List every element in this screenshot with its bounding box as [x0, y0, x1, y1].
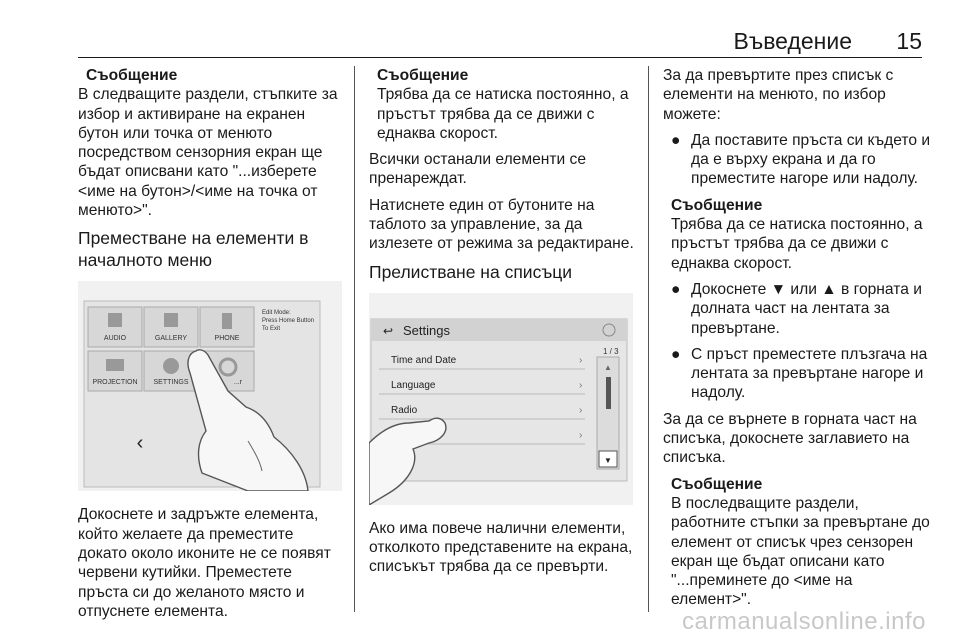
list-item: Radio [391, 404, 418, 416]
page-title: Въведение [733, 28, 852, 54]
note-text: Трябва да се натиска постоянно, а пръстът трябва да се движи с еднаква скорост. [377, 86, 629, 142]
edit-mode-text-3: To Exit [262, 326, 281, 333]
tile-label-audio: AUDIO [103, 335, 127, 343]
bullet-item [663, 280, 931, 338]
page-header [78, 28, 922, 54]
bullet-icon: ● [671, 345, 681, 363]
column-divider-1 [354, 66, 355, 612]
bullet-icon: ● [671, 131, 681, 149]
bullet-text: С пръст преместете плъзгача на лентата за превъртане нагоре и надолу. [691, 345, 928, 402]
note-title: Съобщение [377, 67, 469, 84]
tile-label-projection: PROJECTION [92, 379, 138, 387]
paragraph-2: За да се върнете в горната част на списъка, докоснете заглавието на списъка. [663, 410, 917, 467]
tile-label-phone: PHONE [214, 335, 240, 343]
note-block [663, 475, 931, 610]
body-text: Докоснете и задръжте елемента, който желаете да преместите докато около иконите не се появят червени кутийки. Преместете пръста си до желаното място и отпуснете елемента. [78, 506, 331, 620]
svg-text:›: › [579, 404, 583, 416]
section-heading: Преместване на елементи в началното меню [78, 228, 309, 271]
bullet-icon: ● [671, 280, 681, 298]
page-number: 15 [896, 28, 922, 54]
section-heading: Прелистване на списъци [369, 261, 573, 282]
settings-list-figure [369, 293, 633, 505]
list-item: Time and Date [391, 354, 457, 366]
column-divider-2 [648, 66, 649, 612]
paragraph-2: Натиснете един от бутоните на таблото за управление, за да излезете от режима за редактиране. [369, 196, 634, 253]
nav-left-arrow-icon: ‹ [136, 432, 144, 455]
back-icon: ↩ [383, 323, 394, 338]
note-text: В последващите раздели, работните стъпки за превъртане до елемент от списък чрез сензорен екран ще бъдат описани като "...преминете до <име на елемент>". [671, 494, 930, 609]
page-indicator: 1 / 3 [603, 346, 619, 356]
tile-label-settings: SETTINGS [153, 379, 189, 387]
column-2 [369, 66, 635, 584]
note-title: Съобщение [671, 475, 763, 493]
tile-label-partial: ...r [233, 379, 243, 387]
svg-text:›: › [579, 429, 583, 441]
column-3 [663, 66, 931, 617]
bullet-item [663, 345, 931, 403]
scroll-down-icon: ▼ [604, 455, 612, 465]
note-title: Съобщение [86, 67, 178, 84]
bullet-item [663, 131, 931, 189]
bullet-text: Да поставите пръста си където и да е върху екрана и да го преместите нагоре или надолу. [691, 131, 931, 188]
home-menu-figure [78, 281, 342, 491]
list-item: Language [391, 379, 436, 391]
svg-text:›: › [579, 354, 583, 366]
note-title: Съобщение [671, 196, 763, 214]
note-text: Трябва да се натиска постоянно, а пръстът трябва да се движи с еднаква скорост. [671, 216, 923, 272]
paragraph-1: За да превъртите през списък с елементи на менюто, по избор можете: [663, 67, 894, 123]
edit-mode-text-2: Press Home Button [262, 318, 315, 325]
scroll-up-icon: ▲ [604, 362, 612, 372]
watermark: carmanualsonline.info [682, 608, 926, 635]
home-menu-illustration [78, 281, 342, 491]
header-divider [78, 57, 922, 58]
edit-mode-text-1: Edit Mode: [262, 310, 291, 317]
tile-label-gallery: GALLERY [154, 335, 188, 343]
body-text: Ако има повече налични елементи, отколкото представените на екрана, списъкът трябва да се превърти. [369, 519, 633, 576]
note-block [78, 66, 346, 220]
settings-list-illustration [369, 293, 633, 505]
bullet-text: Докоснете ▼ или ▲ в горната и долната част на лентата за превъртане. [691, 280, 922, 337]
note-block [369, 66, 635, 143]
paragraph-1: Всички останали елементи се пренареждат. [369, 151, 587, 188]
settings-title: Settings [403, 322, 450, 338]
note-block [663, 196, 931, 273]
note-text: В следващите раздели, стъпките за избор и активиране на екранен бутон или точка от менюто посредством сензорния екран ще бъдат описвани като "...изберете <име на бутон>/<име на точка от менюто>". [78, 86, 338, 220]
column-1 [78, 66, 346, 628]
svg-text:›: › [579, 379, 583, 391]
